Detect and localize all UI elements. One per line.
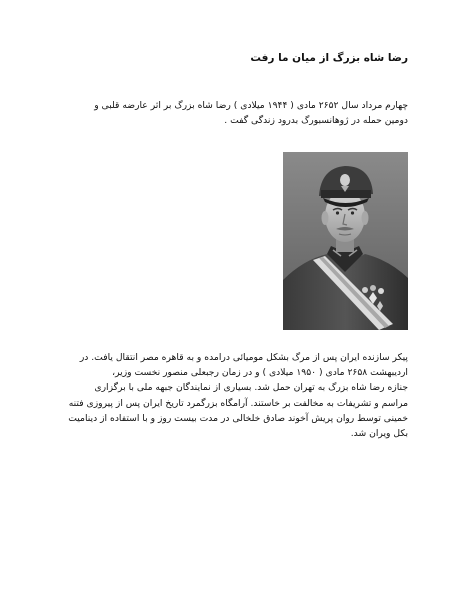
- portrait-photo: [283, 152, 408, 330]
- paragraph-line: دومین حمله در ژوهانسبورگ بدرود زندگی گفت .: [224, 115, 408, 126]
- paragraph-line: جنازه رضا شاه بزرگ به تهران حمل شد. بسیاری از نمایندگان جبهه ملی با برگزاری: [94, 382, 408, 394]
- paragraph-line: چهارم مرداد سال ۲۶۵۲ مادی ( ۱۹۴۴ میلادی ) رضا شاه بزرگ بر اثر عارضه قلبی و: [94, 100, 408, 111]
- paragraph-line: پیکر سازنده ایران پس از مرگ بشکل مومیائی درامده و به قاهره مصر انتقال یافت. در: [79, 352, 408, 363]
- paragraph-line: بکل ویران شد.: [350, 428, 408, 440]
- intro-paragraph: [94, 98, 408, 128]
- paragraph-line: خمینی توسط روان پریش آخوند صادق خلخالی در مدت بیست روز و با استفاده از دینامیت: [68, 412, 408, 424]
- document-title: رضا شاه بزرگ از میان ما رفت: [250, 52, 408, 64]
- paragraph-line: مراسم و تشریفات به مخالفت بر خاستند. آرامگاه بزرگمرد تاریخ ایران پس از پیروزی فتنه: [68, 397, 408, 409]
- main-paragraph: [60, 350, 408, 441]
- paragraph-line: اردیبهشت ۲۶۵۸ مادی ( ۱۹۵۰ میلادی ) و در زمان رجبعلی منصور نخست وزیر،: [112, 367, 408, 379]
